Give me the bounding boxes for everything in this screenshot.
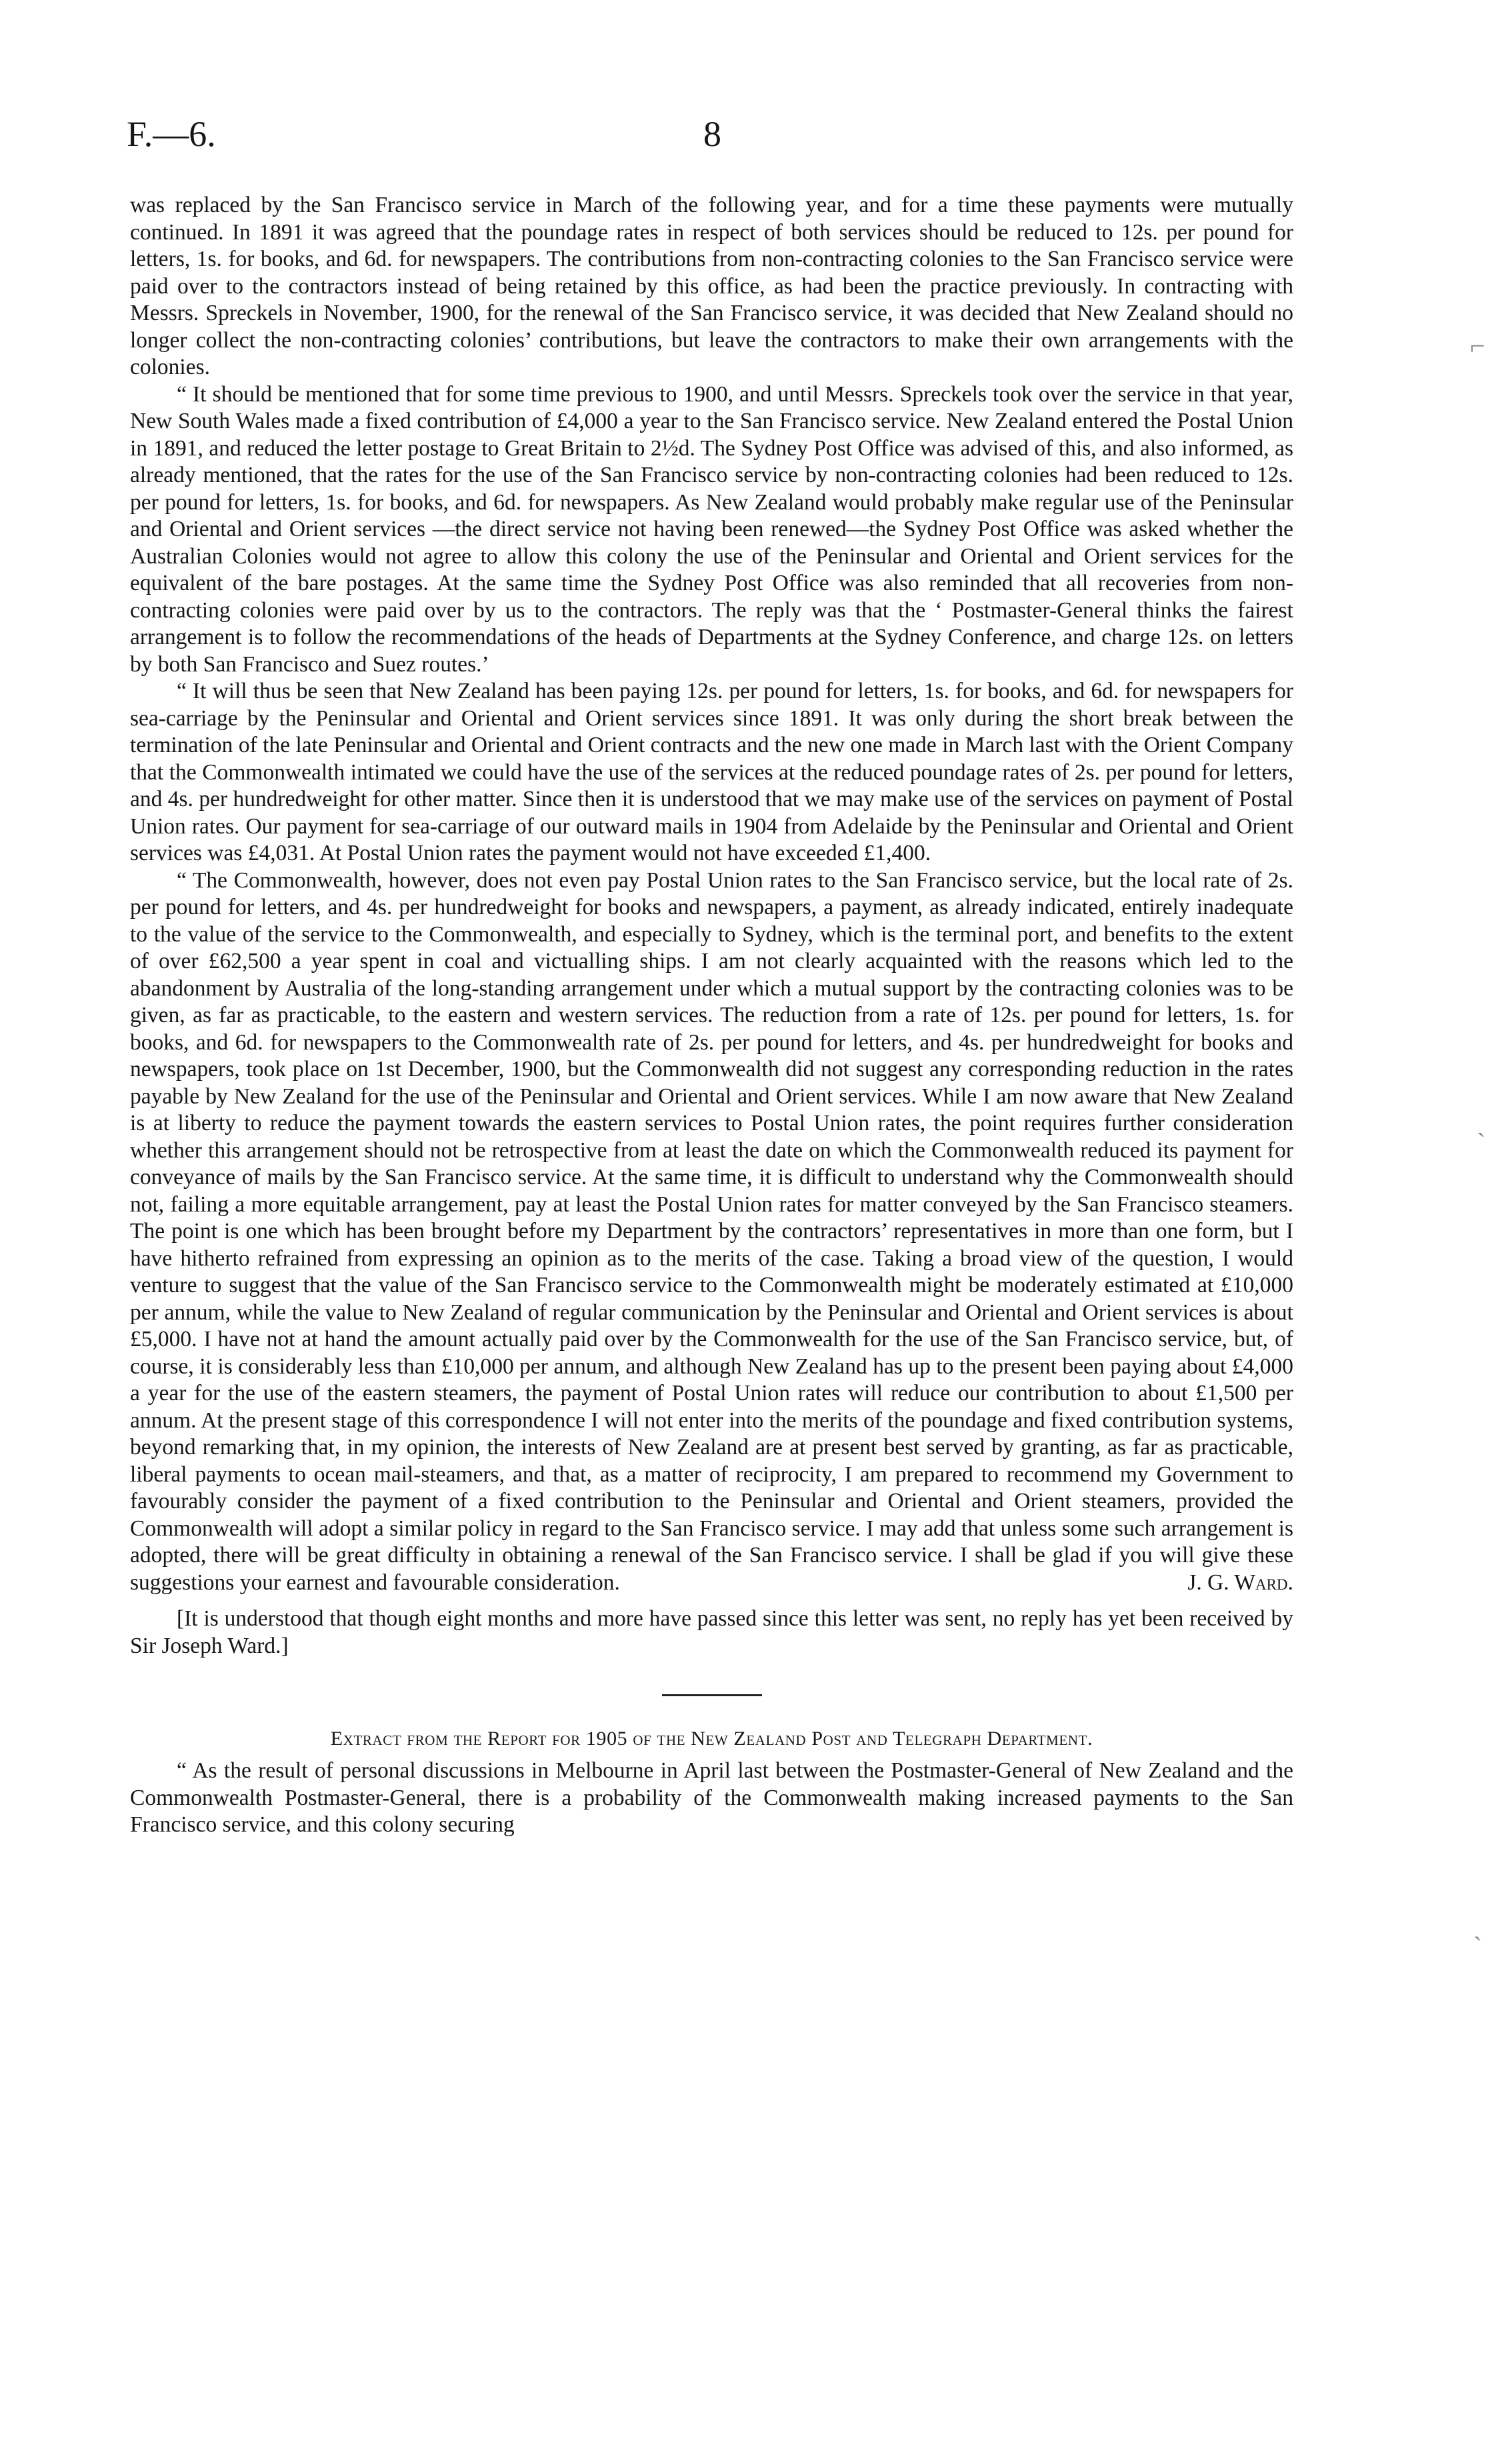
editorial-note: [It is understood that though eight months and more have passed since this letter was sent, no reply has yet been received by Sir Joseph Ward.] xyxy=(130,1606,1293,1658)
margin-mark: ˋ xyxy=(1477,1127,1486,1157)
page-number: 8 xyxy=(703,114,721,154)
page-header xyxy=(127,100,1293,167)
margin-mark: ˏ xyxy=(1473,1911,1483,1941)
margin-mark: ⌐ xyxy=(1470,331,1485,361)
section-heading: Extract from the Report for 1905 of the New Zealand Post and Telegraph Department. xyxy=(330,1728,1093,1750)
paragraph-1: was replaced by the San Francisco service in March of the following year, and for a time these payments were mutually continued. In 1891 it was agreed that the poundage rates in respect of both services should be reduced to 12s. per pound for letters, 1s. for books, and 6d. for newspapers. The contributions from non-contracting colonies to the San Francisco service were paid over to the contractors instead of being retained by this office, as had been the practice previously. In contracting with Messrs. Spreckels in November, 1900, for the renewal of the San Francisco service, it was decided that New Zealand should no longer collect the non-contracting colonies’ contributions, but leave the contractors to make their own arrangements with the colonies. xyxy=(130,193,1293,379)
signature: J. G. Ward. xyxy=(1187,1570,1293,1595)
letter-body xyxy=(130,192,1293,1660)
paragraph-4: “ The Commonwealth, however, does not even pay Postal Union rates to the San Francisco service, but the local rate of 2s. per pound for letters, and 4s. per hundredweight for books and newspapers, a payment, as already indicated, entirely inadequate to the value of the service to the Commonwealth, and especially to Sydney, which is the terminal port, and benefits to the extent of over £62,500 a year spent in coal and victualling ships. I am not clearly acquainted with the reasons which led to the abandonment by Australia of the long-standing arrangement under which a mutual support by the contracting colonies was to be given, as far as practicable, to the eastern and western services. The reduction from a rate of 12s. per pound for letters, 1s. for books, and 6d. for newspapers to the Commonwealth rate of 2s. per pound for letters, and 4s. per hundredweight for books and newspapers, took place on 1st December, 1900, but the Commonwealth did not suggest any corresponding reduction in the rates payable by New Zealand for the use of the Peninsular and Oriental and Orient services. While I am now aware that New Zealand is at liberty to reduce the payment towards the eastern services to Postal Union rates, the point requires further consideration whether this arrangement should not be retrospective from at least the date on which the Commonwealth reduced its payment for conveyance of mails by the San Francisco service. At the same time, it is difficult to understand why the Commonwealth should not, failing a more equitable arrangement, pay at least the Postal Union rates for matter conveyed by the San Francisco steamers. The point is one which has been brought before my Department by the contractors’ representatives in more than one form, but I have hitherto refrained from expressing an opinion as to the merits of the case. Taking a broad view of the question, I would venture to suggest that the value of the San Francisco service to the Commonwealth might be moderately estimated at £10,000 per annum, while the value to New Zealand of regular communication by the Peninsular and Oriental and Orient services is about £5,000. I have not at hand the amount actually paid over by the Commonwealth for the use of the San Francisco service, but, of course, it is considerably less than £10,000 per annum, and although New Zealand has up to the present been paying about £4,000 a year for the use of the eastern steamers, the payment of Postal Union rates will reduce our contribution to about £1,500 per annum. At the present stage of this correspondence I will not enter into the merits of the poundage and fixed contribution systems, beyond remarking that, in my opinion, the interests of New Zealand are at present best served by granting, as far as practicable, liberal payments to ocean mail-steamers, and that, as a matter of reciprocity, I am prepared to recommend my Government to favourably consider the payment of a fixed contribution to the Peninsular and Oriental and Orient steamers, provided the Commonwealth will adopt a similar policy in regard to the San Francisco service. I may add that unless some such arrangement is adopted, there will be great difficulty in obtaining a renewal of the San Francisco service. I shall be glad if you will give these suggestions your earnest and favourable consideration. xyxy=(130,867,1293,1595)
final-paragraph: “ As the result of personal discussions in Melbourne in April last between the Postmaster-General of New Zealand and the Commonwealth Postmaster-General, there is a probability of the Commonwealth making increased payments to the San Francisco service, and this colony securing xyxy=(130,1758,1293,1837)
paragraph-2: “ It should be mentioned that for some time previous to 1900, and until Messrs. Spreckels took over the service in that year, New South Wales made a fixed contribution of £4,000 a year to the San Francisco service. New Zealand entered the Postal Union in 1891, and reduced the letter postage to Great Britain to 2½d. The Sydney Post Office was advised of this, and also informed, as already mentioned, that the rates for the use of the San Francisco service by non-contracting colonies had been reduced to 12s. per pound for letters, 1s. for books, and 6d. for newspapers. As New Zealand would probably make regular use of the Peninsular and Oriental and Orient services —the direct service not having been renewed—the Sydney Post Office was asked whether the Australian Colonies would not agree to allow this colony the use of the Peninsular and Oriental and Orient services for the equivalent of the bare postages. At the same time the Sydney Post Office was also reminded that all recoveries from non-contracting colonies were paid over by us to the contractors. The reply was that the ‘ Postmaster-General thinks the fairest arrangement is to follow the recommendations of the heads of Departments at the Sydney Conference, and charge 12s. on letters by both San Francisco and Suez routes.’ xyxy=(130,381,1293,677)
section-divider xyxy=(662,1694,762,1696)
document-reference: F.—6. xyxy=(127,114,216,154)
document-page xyxy=(127,100,1293,1839)
paragraph-3: “ It will thus be seen that New Zealand has been paying 12s. per pound for letters, 1s. for books, and 6d. for newspapers for sea-carriage by the Peninsular and Oriental and Orient services since 1891. It was only during the short break between the termination of the late Peninsular and Oriental and Orient contracts and the new one made in March last with the Orient Company that the Commonwealth intimated we could have the use of the services at the reduced poundage rates of 2s. per pound for letters, and 4s. per hundredweight for other matter. Since then it is understood that we may make use of the services on payment of Postal Union rates. Our payment for sea-carriage of our outward mails in 1904 from Adelaide by the Peninsular and Oriental and Orient services was £4,031. At Postal Union rates the payment would not have exceeded £1,400. xyxy=(130,679,1293,865)
